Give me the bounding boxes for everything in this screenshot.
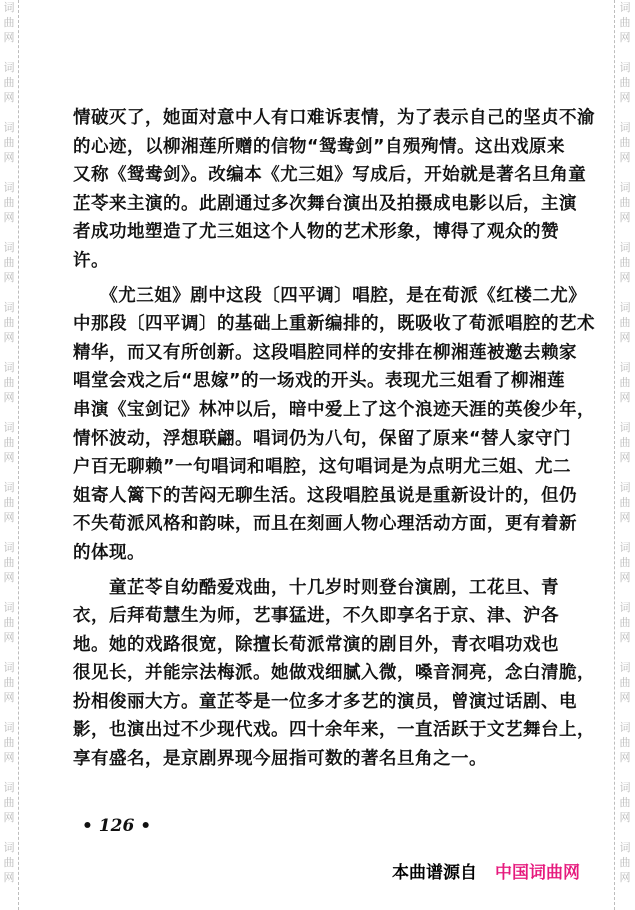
watermark-char: 曲 — [3, 376, 15, 389]
watermark-char: 曲 — [619, 856, 631, 869]
watermark-char: 网 — [3, 631, 15, 644]
watermark-char: 词 — [3, 181, 15, 194]
watermark-char: 曲 — [619, 796, 631, 809]
watermark-char: 网 — [619, 631, 631, 644]
watermark-group — [4, 0, 15, 60]
text-line: 唱堂会戏之后“思嫁”的一场戏的开头。表现尤三姐看了柳湘莲 — [73, 371, 566, 392]
watermark-group — [620, 780, 631, 840]
watermark-char: 网 — [3, 871, 15, 884]
watermark-char: 词 — [619, 241, 631, 254]
watermark-char: 曲 — [619, 376, 631, 389]
watermark-char: 曲 — [3, 796, 15, 809]
text-line: 很见长，并能宗法梅派。她做戏细腻入微，嗓音洞亮，念白清脆， — [73, 663, 595, 684]
watermark-char: 网 — [619, 31, 631, 44]
watermark-char: 网 — [619, 571, 631, 584]
text-line: 《尤三姐》剧中这段〔四平调〕唱腔，是在荀派《红楼二尤》 — [73, 285, 587, 306]
watermark-char: 网 — [3, 211, 15, 224]
watermark-char: 网 — [619, 751, 631, 764]
watermark-char: 网 — [619, 811, 631, 824]
watermark-group — [620, 180, 631, 240]
watermark-group — [620, 420, 631, 480]
watermark-char: 词 — [619, 361, 631, 374]
text-line: 许。 — [73, 250, 109, 271]
text-line: 地。她的戏路很宽，除擅长荀派常演的剧目外，青衣唱功戏也 — [73, 634, 559, 655]
text-line: 者成功地塑造了尤三姐这个人物的艺术形象，博得了观众的赞 — [73, 222, 559, 243]
text-line: 芷苓来主演的。此剧通过多次舞台演出及拍摄成电影以后，主演 — [73, 193, 577, 214]
watermark-char: 词 — [3, 721, 15, 734]
text-line: 享有盛名，是京剧界现今屈指可数的著名旦角之一。 — [73, 749, 487, 770]
watermark-char: 词 — [3, 1, 15, 14]
watermark-char: 词 — [3, 481, 15, 494]
watermark-group — [620, 120, 631, 180]
watermark-char: 词 — [3, 241, 15, 254]
left-margin-dashed-line — [18, 0, 19, 910]
watermark-char: 网 — [619, 331, 631, 344]
watermark-char: 词 — [619, 721, 631, 734]
watermark-group — [4, 60, 15, 120]
watermark-char: 网 — [3, 391, 15, 404]
watermark-char: 曲 — [619, 556, 631, 569]
watermark-group — [620, 300, 631, 360]
watermark-group — [4, 360, 15, 420]
watermark-char: 网 — [3, 31, 15, 44]
watermark-group — [4, 540, 15, 600]
source-label: 本曲谱源自 — [392, 863, 477, 883]
left-watermark-column — [1, 0, 17, 900]
watermark-char: 词 — [619, 61, 631, 74]
watermark-group — [4, 420, 15, 480]
watermark-group — [4, 180, 15, 240]
watermark-char: 网 — [619, 151, 631, 164]
watermark-char: 网 — [619, 451, 631, 464]
watermark-char: 网 — [3, 811, 15, 824]
text-line: 又称《鸳鸯剑》。改编本《尤三姐》写成后，开始就是著名旦角童 — [73, 165, 587, 186]
watermark-group — [620, 360, 631, 420]
watermark-char: 网 — [619, 391, 631, 404]
watermark-group — [4, 480, 15, 540]
watermark-char: 词 — [3, 301, 15, 314]
page-number: • 126 • — [82, 816, 152, 836]
watermark-char: 词 — [619, 781, 631, 794]
watermark-char: 曲 — [619, 436, 631, 449]
watermark-char: 词 — [619, 421, 631, 434]
watermark-group — [4, 300, 15, 360]
source-site-link[interactable]: 中国词曲网 — [495, 863, 580, 883]
watermark-char: 曲 — [619, 676, 631, 689]
watermark-char: 网 — [3, 691, 15, 704]
watermark-char: 曲 — [3, 196, 15, 209]
watermark-char: 网 — [3, 571, 15, 584]
watermark-char: 曲 — [619, 136, 631, 149]
watermark-char: 曲 — [3, 736, 15, 749]
watermark-char: 词 — [3, 361, 15, 374]
text-line: 情破灭了，她面对意中人有口难诉衷情，为了表示自己的坚贞不渝 — [73, 108, 595, 128]
watermark-group — [4, 720, 15, 780]
watermark-group — [4, 240, 15, 300]
watermark-char: 网 — [619, 871, 631, 884]
text-line: 不失荀派风格和韵味，而且在刻画人物心理活动方面，更有着新 — [73, 514, 577, 535]
text-line: 影，也演出过不少现代戏。四十余年来，一直活跃于文艺舞台上， — [73, 720, 595, 741]
watermark-char: 词 — [619, 541, 631, 554]
watermark-char: 曲 — [619, 616, 631, 629]
watermark-char: 词 — [619, 601, 631, 614]
watermark-group — [4, 840, 15, 900]
watermark-char: 曲 — [619, 76, 631, 89]
watermark-char: 曲 — [3, 76, 15, 89]
watermark-char: 网 — [619, 91, 631, 104]
watermark-char: 网 — [619, 511, 631, 524]
watermark-group — [620, 60, 631, 120]
watermark-char: 曲 — [3, 556, 15, 569]
watermark-group — [620, 660, 631, 720]
watermark-char: 词 — [619, 121, 631, 134]
text-line: 扮相俊丽大方。童芷苓是一位多才多艺的演员，曾演过话剧、电 — [73, 691, 577, 712]
watermark-char: 网 — [3, 271, 15, 284]
watermark-char: 词 — [3, 61, 15, 74]
watermark-char: 曲 — [619, 196, 631, 209]
watermark-char: 曲 — [3, 616, 15, 629]
text-line: 童芷苓自幼酷爱戏曲，十几岁时则登台演剧，工花旦、青 — [73, 577, 559, 598]
watermark-group — [620, 600, 631, 660]
watermark-char: 曲 — [619, 496, 631, 509]
text-line: 的体现。 — [73, 542, 145, 563]
watermark-group — [4, 780, 15, 840]
watermark-char: 曲 — [619, 256, 631, 269]
watermark-char: 词 — [619, 1, 631, 14]
right-margin-dashed-line — [614, 0, 615, 910]
text-line: 精华，而又有所创新。这段唱腔同样的安排在柳湘莲被邀去赖家 — [73, 342, 577, 363]
watermark-char: 网 — [619, 271, 631, 284]
watermark-group — [620, 0, 631, 60]
watermark-char: 词 — [619, 841, 631, 854]
source-credit — [392, 858, 580, 883]
watermark-char: 曲 — [3, 256, 15, 269]
text-line: 姐寄人篱下的苦闷无聊生活。这段唱腔虽说是重新设计的，但仍 — [73, 485, 577, 506]
text-line: 串演《宝剑记》林冲以后，暗中爱上了这个浪迹天涯的英俊少年， — [73, 399, 595, 420]
watermark-char: 词 — [619, 661, 631, 674]
watermark-char: 词 — [3, 421, 15, 434]
watermark-char: 网 — [619, 211, 631, 224]
watermark-char: 词 — [619, 301, 631, 314]
watermark-char: 网 — [3, 451, 15, 464]
watermark-char: 曲 — [619, 316, 631, 329]
watermark-group — [4, 600, 15, 660]
watermark-char: 网 — [3, 511, 15, 524]
watermark-char: 网 — [3, 751, 15, 764]
book-page-body-text — [73, 104, 595, 774]
watermark-group — [4, 120, 15, 180]
watermark-char: 词 — [3, 601, 15, 614]
watermark-char: 曲 — [3, 16, 15, 29]
watermark-char: 曲 — [3, 316, 15, 329]
watermark-char: 曲 — [619, 16, 631, 29]
text-line: 中那段〔四平调〕的基础上重新编排的，既吸收了荀派唱腔的艺术 — [73, 314, 595, 335]
text-line: 衣，后拜荀慧生为师，艺事猛进，不久即享名于京、津、沪各 — [73, 606, 559, 627]
watermark-char: 网 — [619, 691, 631, 704]
watermark-group — [4, 660, 15, 720]
watermark-char: 网 — [3, 151, 15, 164]
watermark-char: 词 — [619, 481, 631, 494]
watermark-char: 词 — [3, 661, 15, 674]
watermark-char: 词 — [619, 181, 631, 194]
watermark-char: 网 — [3, 91, 15, 104]
watermark-char: 曲 — [3, 436, 15, 449]
watermark-char: 曲 — [619, 736, 631, 749]
watermark-char: 曲 — [3, 856, 15, 869]
watermark-char: 网 — [3, 331, 15, 344]
watermark-char: 曲 — [3, 136, 15, 149]
watermark-group — [620, 240, 631, 300]
right-watermark-column — [617, 0, 633, 900]
watermark-group — [620, 720, 631, 780]
watermark-group — [620, 540, 631, 600]
watermark-group — [620, 840, 631, 900]
watermark-char: 曲 — [3, 676, 15, 689]
watermark-group — [620, 480, 631, 540]
watermark-char: 曲 — [3, 496, 15, 509]
text-line: 户百无聊赖”一句唱词和唱腔，这句唱词是为点明尤三姐、尤二 — [73, 457, 571, 478]
watermark-char: 词 — [3, 781, 15, 794]
watermark-char: 词 — [3, 841, 15, 854]
watermark-char: 词 — [3, 121, 15, 134]
text-line: 的心迹，以柳湘莲所赠的信物“鸳鸯剑”自殒殉情。这出戏原来 — [73, 136, 566, 157]
text-line: 情怀波动，浮想联翩。唱词仍为八句，保留了原来“替人家守门 — [73, 428, 571, 449]
watermark-char: 词 — [3, 541, 15, 554]
